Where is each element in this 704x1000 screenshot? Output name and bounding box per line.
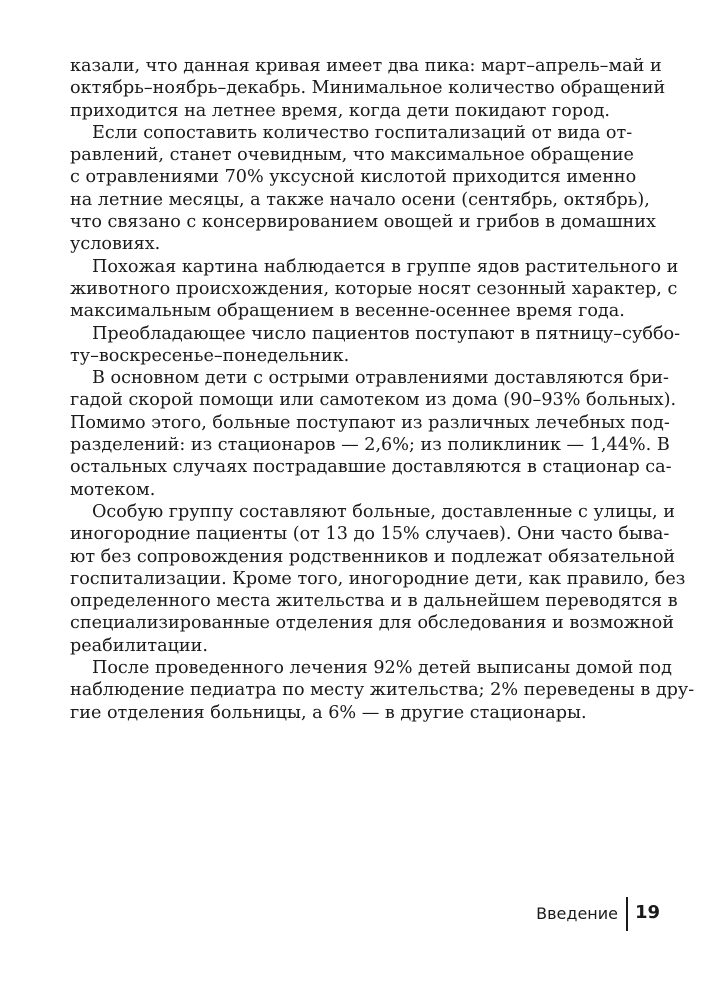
text-line: Если сопоставить количество госпитализаций от вида от- — [92, 122, 633, 143]
page-footer — [0, 897, 704, 933]
page-number: 19 — [635, 902, 661, 923]
text-line: В основном дети с острыми отравлениями доставляются бри- — [92, 368, 669, 389]
text-line: мотеком. — [70, 479, 156, 500]
text-line: что связано с консервированием овощей и грибов в домашних — [70, 212, 656, 233]
paragraph — [70, 55, 666, 122]
paragraph — [70, 501, 686, 657]
paragraph — [70, 323, 681, 368]
text-line: на летние месяцы, а также начало осени (сентябрь, октябрь), — [70, 189, 650, 210]
text-line: Преобладающее число пациентов поступают в пятницу–суббо- — [92, 323, 681, 344]
text-line: реабилитации. — [70, 635, 208, 656]
text-line: остальных случаях пострадавшие доставляются в стационар са- — [70, 457, 672, 478]
footer-divider — [626, 897, 628, 931]
text-line: казали, что данная кривая имеет два пика: март–апрель–май и — [70, 56, 662, 76]
text-line: госпитализации. Кроме того, иногородние дети, как правило, без — [70, 568, 686, 589]
paragraph — [70, 657, 695, 724]
text-line: ту–воскресенье–понедельник. — [70, 345, 350, 366]
text-line: максимальным обращением в весенне-осеннее время года. — [70, 301, 625, 322]
text-line: наблюдение педиатра по месту жительства; 2% переведены в дру- — [70, 680, 695, 701]
text-line: Особую группу составляют больные, доставленные с улицы, и — [92, 501, 675, 522]
text-line: приходится на летнее время, когда дети покидают город. — [70, 100, 611, 121]
paragraph — [70, 256, 679, 323]
text-line: Похожая картина наблюдается в группе ядов растительного и — [92, 256, 679, 277]
text-line: После проведенного лечения 92% детей выписаны домой под — [92, 658, 672, 679]
text-line: гие отделения больницы, а 6% — в другие стационары. — [70, 702, 587, 723]
body-text — [70, 55, 695, 724]
text-line: равлений, станет очевидным, что максимальное обращение — [70, 145, 634, 166]
text-line: ют без сопровождения родственников и подлежат обязательной — [70, 546, 676, 567]
running-footer-section-title: Введение — [536, 904, 618, 923]
text-line: Помимо этого, больные поступают из различных лечебных под- — [70, 412, 670, 433]
paragraph — [70, 122, 656, 256]
text-line: определенного места жительства и в дальнейшем переводятся в — [70, 591, 678, 612]
text-line: октябрь–ноябрь–декабрь. Минимальное количество обращений — [70, 78, 666, 99]
text-line: иногородние пациенты (от 13 до 15% случаев). Они часто быва- — [70, 524, 670, 545]
text-line: условиях. — [70, 234, 161, 255]
text-line: специализированные отделения для обследования и возможной — [70, 613, 674, 634]
text-line: разделений: из стационаров — 2,6%; из поликлиник — 1,44%. В — [70, 435, 670, 456]
text-line: животного происхождения, которые носят сезонный характер, с — [70, 278, 678, 299]
text-line: гадой скорой помощи или самотеком из дома (90–93% больных). — [70, 390, 677, 411]
text-line: с отравлениями 70% уксусной кислотой приходится именно — [70, 167, 637, 188]
paragraph — [70, 367, 677, 501]
